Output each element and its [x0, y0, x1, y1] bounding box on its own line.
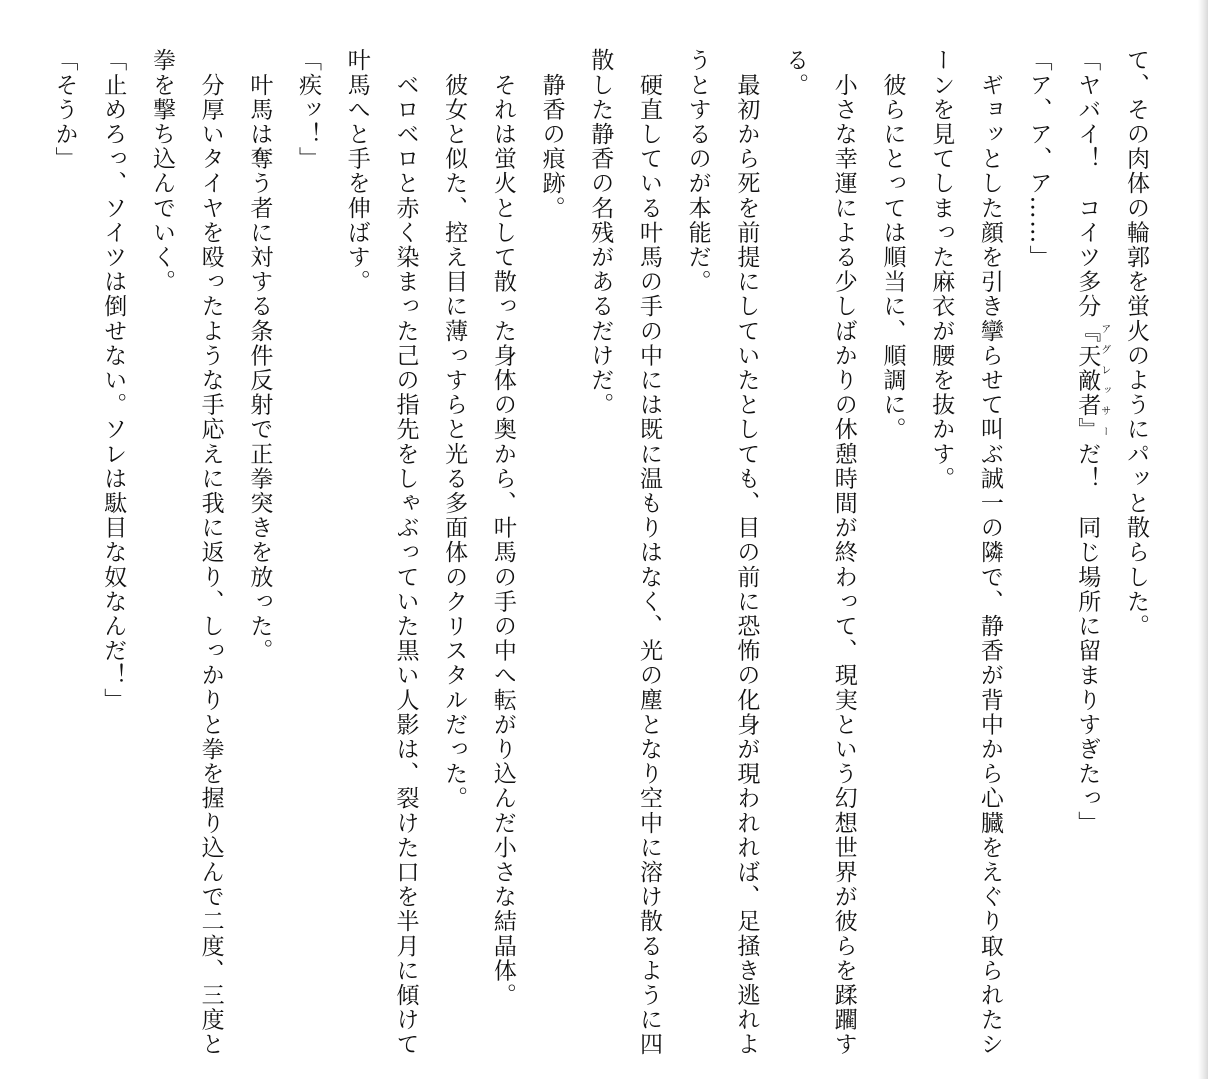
paragraph-12: ベロベロと赤く染まった己の指先をしゃぶっていた黒い人影は、裂けた口を半月に傾けて叶馬へと手を伸ばす。 [343, 48, 419, 1057]
ruby-aggressor [1074, 318, 1110, 442]
vertical-text-body [40, 48, 1160, 1058]
page-edge-shadow [1198, 0, 1208, 1079]
dialogue-before-ruby: 「ヤバイ！ コイツ多分 [1074, 48, 1101, 319]
ruby-base: 『天敵者』 [1074, 318, 1101, 442]
paragraph-15: 分厚いタイヤを殴ったような手応えに我に返り、しっかりと拳を握り込んで二度、三度と拳を撃ち込んでいく。 [148, 48, 224, 1057]
paragraph-5: 彼らにとっては順当に、順調に。 [879, 48, 906, 442]
paragraph-10: それは蛍火として散った身体の奥から、叶馬の手の中へ転がり込んだ小さな結晶体。 [489, 48, 516, 1008]
dialogue-after-ruby: だ！ 同じ場所に留まりすぎたっ」 [1074, 441, 1101, 836]
paragraph-9: 静香の痕跡。 [538, 48, 565, 221]
paragraph-8: 硬直している叶馬の手の中には既に温もりはなく、光の塵となり空中に溶け散るように四散した静香の名残があるだけだ。 [587, 48, 662, 1057]
paragraph-16-dialogue: 「止めろっ、ソイツは倒せない。ソレは駄目な奴なんだ！」 [100, 48, 127, 713]
paragraph-14: 叶馬は奪う者に対する条件反射で正拳突きを放った。 [246, 48, 273, 663]
paragraph-13-dialogue: 「疾ッ！」 [295, 48, 322, 171]
paragraph-3-dialogue: 「ア、ア、ア……」 [1025, 48, 1052, 270]
ruby-reading: アグレッサー [1098, 318, 1110, 442]
paragraph-2-dialogue [1063, 48, 1112, 1058]
paragraph-7: 最初から死を前提にしていたとしても、目の前に恐怖の化身が現われれば、足掻き逃れようとするのが本能だ。 [684, 48, 760, 1057]
paragraph-17-dialogue: 「そうか」 [51, 48, 78, 171]
paragraph-1: て、その肉体の輪郭を蛍火のようにパッと散らした。 [1123, 48, 1149, 639]
paragraph-6: 小さな幸運による少しばかりの休憩時間が終わって、現実という幻想世界が彼らを蹂躙する。 [782, 48, 857, 1057]
paragraph-4: ギョッとした顔を引き攣らせて叫ぶ誠一の隣で、静香が背中から心臓をえぐり取られたシーンを見てしまった麻衣が腰を抜かす。 [928, 48, 1003, 1057]
paragraph-11: 彼女と似た、控え目に薄っすらと光る多面体のクリスタルだった。 [441, 48, 468, 811]
